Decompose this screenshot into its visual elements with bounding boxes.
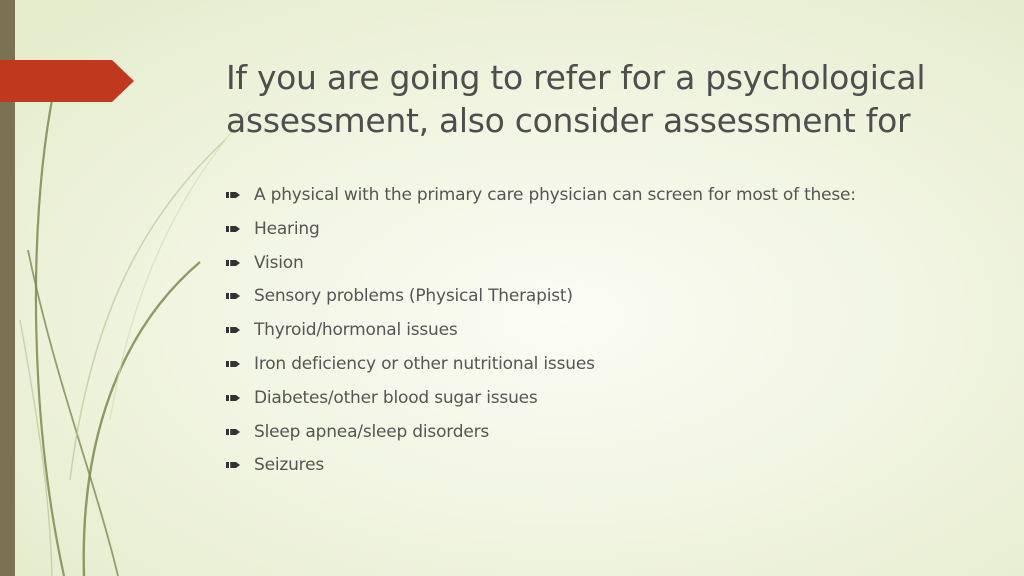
list-item-text: Seizures [254, 455, 325, 476]
pencil-bullet-icon [226, 325, 240, 335]
pencil-bullet-icon [226, 393, 240, 403]
list-item [226, 315, 986, 349]
slide-title-line-1: If you are going to refer for a psychological [226, 58, 926, 97]
list-item [226, 383, 986, 417]
pencil-bullet-icon [226, 359, 240, 369]
list-item-text: Vision [254, 252, 304, 273]
slide-title [226, 56, 986, 142]
slide-title-line-2: assessment, also consider assessment for [226, 101, 911, 140]
list-item [226, 417, 986, 451]
pencil-bullet-icon [226, 427, 240, 437]
list-item [226, 214, 986, 248]
list-item-text: Diabetes/other blood sugar issues [254, 387, 538, 408]
list-item-text: A physical with the primary care physician can screen for most of these: [254, 185, 856, 205]
list-item-text: Iron deficiency or other nutritional issues [254, 353, 595, 374]
pencil-bullet-icon [226, 190, 240, 200]
title-arrow-icon [0, 60, 134, 102]
list-item [226, 248, 986, 282]
stem-line [84, 262, 200, 576]
bullet-list [226, 180, 986, 484]
list-item [226, 281, 986, 315]
pencil-bullet-icon [226, 291, 240, 301]
stem-line [20, 320, 52, 576]
stem-line [70, 140, 225, 480]
list-item [226, 450, 986, 484]
list-item [226, 349, 986, 383]
list-item-text: Thyroid/hormonal issues [254, 320, 458, 341]
list-item-text: Sleep apnea/sleep disorders [254, 421, 490, 442]
pencil-bullet-icon [226, 258, 240, 268]
pencil-bullet-icon [226, 460, 240, 470]
list-item-text: Hearing [254, 218, 320, 239]
list-item-text: Sensory problems (Physical Therapist) [254, 286, 573, 307]
pencil-bullet-icon [226, 224, 240, 234]
list-item [226, 180, 986, 214]
